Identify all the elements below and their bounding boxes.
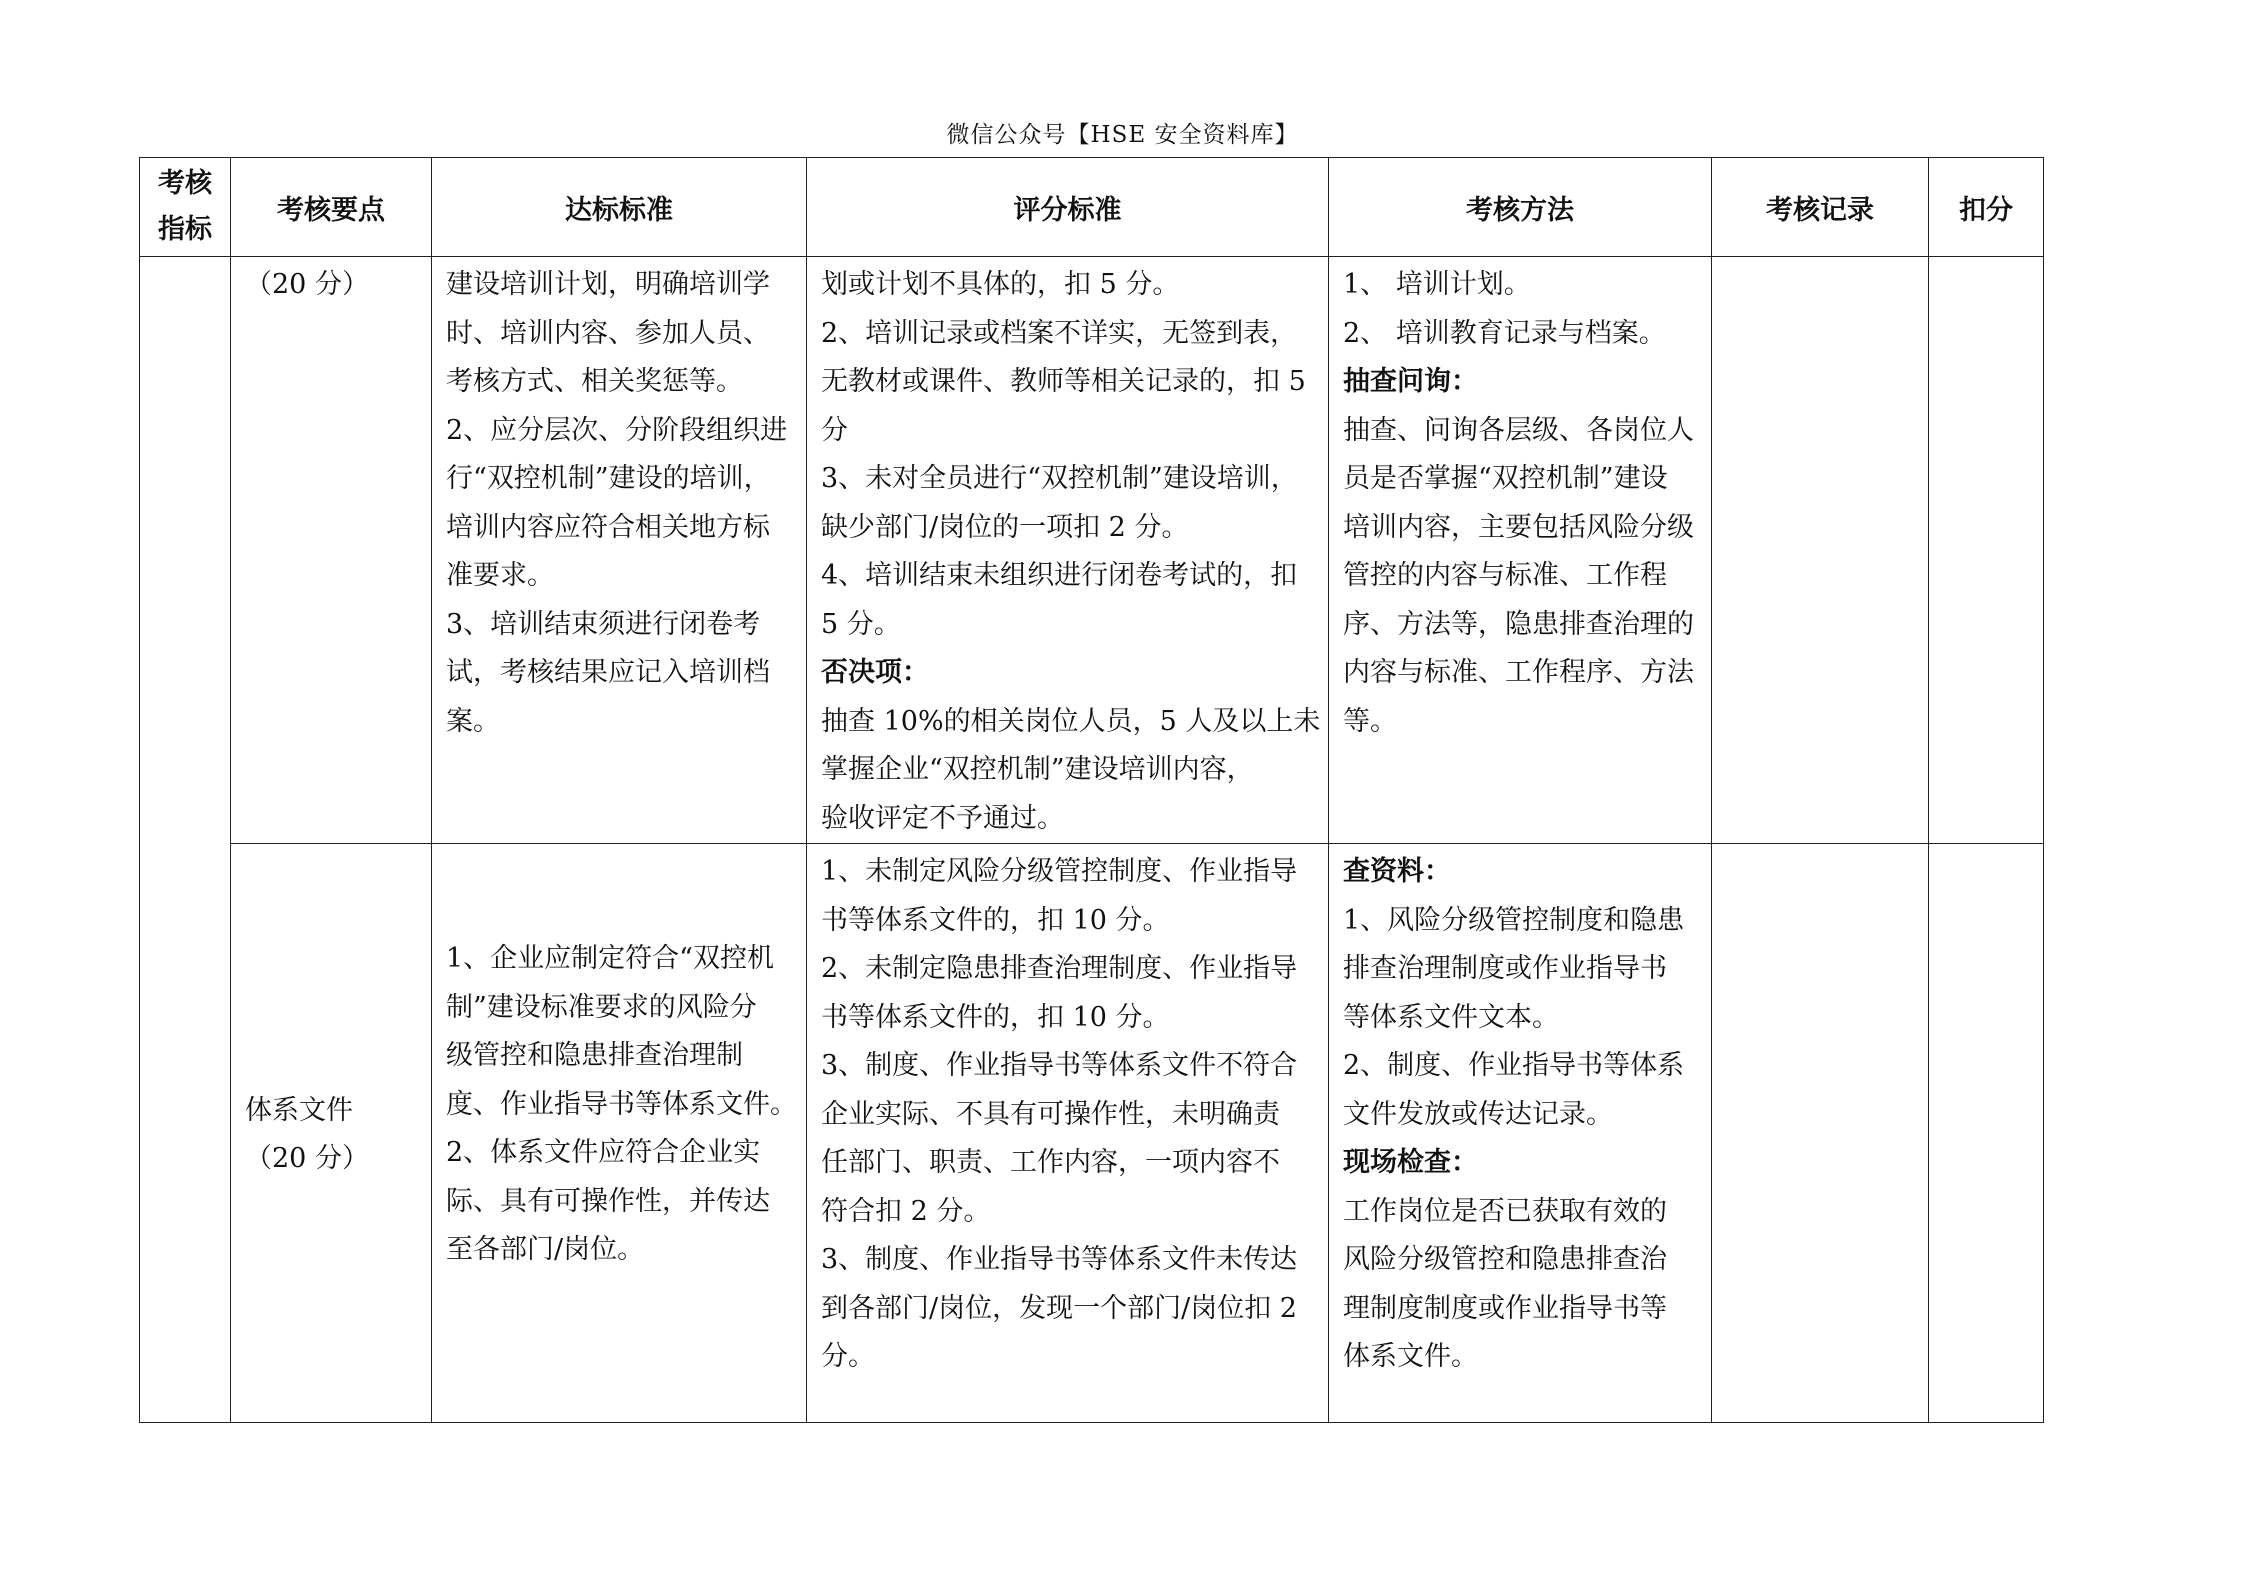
method-line: 培训内容，主要包括风险分级 <box>1343 511 1694 543</box>
method-text <box>1329 844 1711 1382</box>
header-deduction: 扣分 <box>1929 158 2044 257</box>
keypoint-cell <box>231 257 432 844</box>
standard-line: 培训内容应符合相关地方标 <box>446 511 770 543</box>
header-method: 考核方法 <box>1329 158 1712 257</box>
scoring-line: 任部门、职责、工作内容，一项内容不 <box>821 1147 1280 1178</box>
scoring-cell <box>807 844 1329 1423</box>
scoring-line: 符合扣 2 分。 <box>821 1195 991 1227</box>
scoring-line: 否决项： <box>821 657 929 688</box>
method-line: 查资料： <box>1343 856 1451 887</box>
header-indicator <box>140 158 231 257</box>
table-header-row <box>140 158 2044 257</box>
scoring-line: 到各部门/岗位，发现一个部门/岗位扣 2 <box>821 1292 1297 1324</box>
scoring-line: 验收评定不予通过。 <box>821 802 1064 834</box>
record-cell <box>1712 257 1929 844</box>
method-line: 风险分级管控和隐患排查治 <box>1343 1244 1667 1275</box>
scoring-line: 3、制度、作业指导书等体系文件不符合 <box>821 1050 1298 1081</box>
standard-line: 2、应分层次、分阶段组织进 <box>446 414 788 446</box>
method-line: 体系文件。 <box>1343 1341 1478 1372</box>
standard-line: 2、体系文件应符合企业实 <box>446 1137 761 1169</box>
table-row <box>140 844 2044 1423</box>
standard-line: 准要求。 <box>446 560 554 591</box>
scoring-text <box>807 844 1328 1382</box>
scoring-line: 企业实际、不具有可操作性，未明确责 <box>821 1098 1280 1130</box>
method-line: 文件发放或传达记录。 <box>1343 1098 1613 1130</box>
scoring-line: 缺少部门/岗位的一项扣 2 分。 <box>821 511 1189 543</box>
record-cell <box>1712 844 1929 1423</box>
standard-line: 案。 <box>446 705 500 737</box>
header-keypoint: 考核要点 <box>231 158 432 257</box>
method-line: 1、 培训计划。 <box>1343 269 1531 300</box>
scoring-line: 分。 <box>821 1341 875 1372</box>
method-text <box>1329 257 1711 746</box>
header-scoring: 评分标准 <box>807 158 1329 257</box>
scoring-text <box>807 257 1328 843</box>
scoring-line: 划或计划不具体的，扣 5 分。 <box>821 269 1180 300</box>
scoring-line: 书等体系文件的，扣 10 分。 <box>821 1001 1170 1033</box>
standard-line: 试，考核结果应记入培训档 <box>446 657 770 688</box>
standard-line: 考核方式、相关奖惩等。 <box>446 366 743 397</box>
page-header: 微信公众号【HSE 安全资料库】 <box>946 122 1299 148</box>
method-line: 工作岗位是否已获取有效的 <box>1343 1195 1667 1227</box>
method-line: 抽查、问询各层级、各岗位人 <box>1343 414 1694 446</box>
method-line: 序、方法等，隐患排查治理的 <box>1343 608 1694 640</box>
scoring-line: 书等体系文件的，扣 10 分。 <box>821 904 1170 936</box>
method-line: 等体系文件文本。 <box>1343 1001 1559 1033</box>
method-line: 抽查问询： <box>1343 366 1478 397</box>
method-line: 内容与标准、工作程序、方法 <box>1343 657 1694 688</box>
standard-line: 时、培训内容、参加人员、 <box>446 317 770 349</box>
keypoint-score: （20 分） <box>245 1143 369 1174</box>
method-cell <box>1329 844 1712 1423</box>
deduction-cell <box>1929 257 2044 844</box>
scoring-line: 分 <box>821 414 848 446</box>
deduction-cell <box>1929 844 2044 1423</box>
method-line: 理制度制度或作业指导书等 <box>1343 1292 1667 1324</box>
standard-text <box>432 257 806 746</box>
standard-line: 制”建设标准要求的风险分 <box>446 991 757 1023</box>
scoring-line: 3、未对全员进行“双控机制”建设培训， <box>821 463 1298 494</box>
standard-text <box>432 931 806 1335</box>
method-line: 等。 <box>1343 705 1397 737</box>
standard-line: 度、作业指导书等体系文件。 <box>446 1088 797 1120</box>
standard-cell <box>432 257 807 844</box>
standard-line: 1、企业应制定符合“双控机 <box>446 943 774 975</box>
header-standard: 达标标准 <box>432 158 807 257</box>
scoring-line: 3、制度、作业指导书等体系文件未传达 <box>821 1244 1298 1275</box>
method-line: 排查治理制度或作业指导书 <box>1343 953 1667 984</box>
method-line: 1、风险分级管控制度和隐患 <box>1343 904 1685 936</box>
method-line: 管控的内容与标准、工作程 <box>1343 560 1667 591</box>
method-line: 2、制度、作业指导书等体系 <box>1343 1050 1685 1081</box>
scoring-line: 抽查 10%的相关岗位人员，5 人及以上未 <box>821 705 1321 737</box>
scoring-line: 2、未制定隐患排查治理制度、作业指导 <box>821 953 1298 984</box>
header-indicator-line2: 指标 <box>158 214 212 245</box>
scoring-line: 4、培训结束未组织进行闭卷考试的，扣 <box>821 560 1298 591</box>
scoring-line: 1、未制定风险分级管控制度、作业指导 <box>821 856 1298 887</box>
scoring-line: 2、培训记录或档案不详实，无签到表， <box>821 317 1298 349</box>
standard-line: 至各部门/岗位。 <box>446 1234 645 1266</box>
header-indicator-line1: 考核 <box>158 168 212 199</box>
header-record: 考核记录 <box>1712 158 1929 257</box>
method-line: 2、 培训教育记录与档案。 <box>1343 317 1666 349</box>
method-line: 现场检查： <box>1343 1147 1478 1178</box>
scoring-line: 掌握企业“双控机制”建设培训内容， <box>821 754 1254 785</box>
scoring-line: 5 分。 <box>821 608 901 640</box>
scoring-cell <box>807 257 1329 844</box>
indicator-cell <box>140 257 231 1423</box>
standard-line: 际、具有可操作性，并传达 <box>446 1185 770 1217</box>
table-row <box>140 257 2044 844</box>
method-cell <box>1329 257 1712 844</box>
standard-line: 行“双控机制”建设的培训， <box>446 463 771 494</box>
standard-cell <box>432 844 807 1423</box>
scoring-line: 无教材或课件、教师等相关记录的，扣 5 <box>821 366 1306 397</box>
standard-line: 建设培训计划，明确培训学 <box>446 269 770 300</box>
keypoint-cell <box>231 844 432 1423</box>
standard-line: 级管控和隐患排查治理制 <box>446 1040 743 1072</box>
keypoint-name: 体系文件 <box>245 1095 353 1126</box>
assessment-table <box>139 157 2044 1423</box>
standard-line: 3、培训结束须进行闭卷考 <box>446 608 761 640</box>
keypoint-score: （20 分） <box>245 269 369 300</box>
method-line: 员是否掌握“双控机制”建设 <box>1343 463 1668 494</box>
